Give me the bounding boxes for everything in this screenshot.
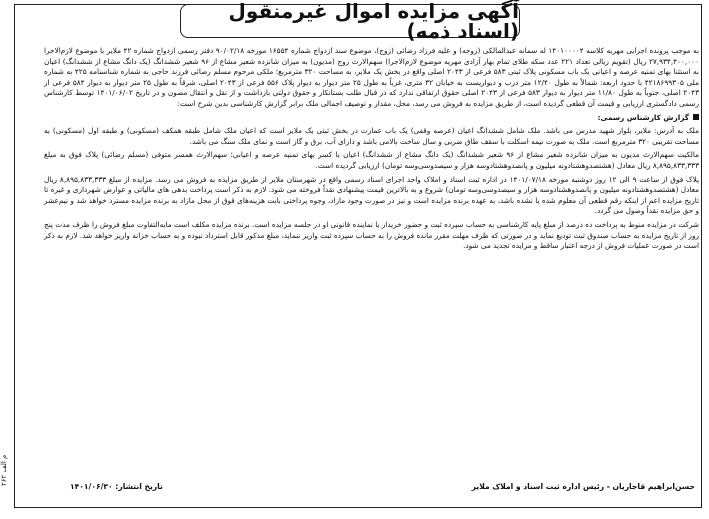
location-paragraph: ملک به آدرس: ملایر، بلوار شهید مدرس می باشد. ملک شامل ششدانگ اعیان (عرصه وقفی) یک باب عمارت در بخش ثبتی یک ملایر است که اعیان ملک شامل طبقه همکف (مسکونی) و طبقه اول (مسکونی) به مساحت تقریبی ۳۲۰ مترمربع است. ملک به صورت نیمه اسکلت با سقف طاق ضربی و سال ساخت بالامی باشد و دارای آب، برق و گاز است و نمای ملک سنگ می باشد.: [44, 126, 699, 146]
expert-report-heading: [44, 113, 699, 124]
notice-footer: [30, 482, 695, 491]
conditions-paragraph: شرکت در مزایده منوط به پرداخت ده درصد از مبلغ پایه کارشناسی به حساب سپرده ثبت و حضور خریدار یا نماینده قانونی او در جلسه مزایده است. برنده مزایده مکلف است مابه‌التفاوت مبلغ فروش را ظرف مدت پنج روز از تاریخ مزایده به حساب صندوق ثبت تودیع نماید و در صورتی که ظرف مهلت مقرر مانده فروش را به حساب سپرده ثبت واریز ننماید، مبلغ مذکور قابل استرداد نبوده و به حساب خزانه واریز خواهد شد. لازم به ذکر است در صورت عملیات فروش از درجه اعتبار ساقط و مزایده تجدید می شود.: [44, 219, 699, 251]
ownership-paragraph: مالکیت سهم‌الارث مدیون به میزان شانزده شعیر مشاع از ۹۶ شعیر ششدانگ (یک دانگ مشاع از ششدانگ) اعیان با کسر بهای تمنیه عرصه و اعیانی؛ سهم‌الارث همسر متوفی (مسلم رضائی) پلاک فوق به مبلغ ۸,۸۹۵,۸۳۳,۳۳۳ ریال معادل (هشتصد‌وهشتادونه میلیون و پانصد‌وهشتادوسه هزار و سیصدوسی‌وسه تومان) ارزیابی گردیده است.: [44, 150, 699, 170]
signatory: حسن‌ابراهیم قاجاریان - رئیس اداره ثبت اسناد و املاک ملایر: [471, 482, 695, 491]
notice-title: آگهی مزایده اموال غیرمنقول (اسناد ذمه): [180, 4, 520, 38]
serial-number: م الف ۲۶۲: [0, 454, 8, 486]
bullet-icon: [693, 114, 699, 120]
expert-report-heading-text: گزارش کارشناس رسمی:: [597, 112, 689, 122]
auction-paragraph: پلاک فوق از ساعت ۹ الی ۱۲ روز دوشنبه مورخه ۱۴۰۱/۰۷/۱۸ در اداره ثبت اسناد و املاک واحد اجرای اسناد رسمی واقع در شهرستان ملایر از طریق مزایده به فروش می رسد. مزایده از مبلغ ۸,۸۹۵,۸۳۳,۳۳۳ ریال معادل (هشتصد‌وهشتادونه میلیون و پانصد‌وهشتادوسه هزار و سیصدوسی‌وسه تومان) شروع و به بالاترین قیمت پیشنهادی نقداً فروخته می شود. لازم به ذکر است پرداخت بدهی های مالیاتی و عوارض شهرداری و غیره تا تاریخ مزایده اعم از اینکه رقم قطعی آن معلوم شده یا نشده باشد، به عهده برنده مزایده است و نیز در صورت وجود مازاد، وجوه پرداختی بابت هزینه‌های قوق از محل مازاد به برنده مزایده مسترد خواهد شد و نیم‌عشر و حق مزایده نقداً وصول می گردد.: [44, 174, 699, 216]
notice-body: [44, 46, 699, 255]
publish-date: تاریخ انتشار: ۱۴۰۱/۰۶/۳۰: [70, 482, 163, 491]
intro-paragraph: به موجب پرونده اجرایی مهریه کلاسه ۱۴۰۱۰۰۰۰۴ له سمانه عبدالمالکی (زوجه) و علیه فرزاد رضائی (زوج)، موضوع سند ازدواج شماره ۱۶۵۵۴ مورخه ۹۰/۰۲/۱۸ دفتر رسمی ازدواج شماره ۴۲ ملایر با موضوع لازم‌الاجرا ۲۷,۹۳۴,۴۰۰,۰۰۰ ریال (تقویم ریالی تعداد ۲۲۱ عدد سکه طلای تمام بهار آزادی مهریه موضوع لازم‌الاجرا) سهم‌الارث زوج (مدیون) به میزان شانزده شعیر مشاع از ۹۶ شعیر ششدانگ (یک دانگ مشاع از ششدانگ) اعیان به استثنا بهای تمنیه عرصه و اعیانی یک باب مسکونی پلاک ثبتی ۵۸۳ فرعی از ۲۰۴۳ اصلی واقع در بخش یک ملایر، به مساحت ۳۲۰ مترمربع؛ ملکی مرحوم مسلم رضائی فرزند حاجی به شماره شناسنامه ۴۲۵ به شماره ملی ۴۲۱۸۶۹۹۳۰۵ با حدود اربعه: شمالاً به طول ۱۲/۴۰ متر درب و دیواریست به خیابان ۳۲ متری، غرباً به طول ۲۵ متر دیوار به دیوار پلاک ۵۵۶ فرعی از ۲۰۴۳ اصلی، شرقاً به طول ۲۵ متر دیوار به دیوار ۵۸۴ فرعی از ۲۰۴۳ اصلی، جنوباً به طول ۱۱/۸۰ متر دیوار به دیوار ۵۸۳ فرعی از ۲۰۴۳ اصلی حقوق ارتفاقی ندارد که در قبال طلب بستانکار و حقوق دولتی بازداشت و از نقل و انتقال مصون و در تاریخ ۱۴۰۱/۰۶/۰۲ توسط کارشناس رسمی دادگستری ارزیابی و قیمت آن قطعی گردیده است، از طریق مزایده به فروش می رسد، محل، مقدار و توصیف اجمالی ملک برابر گزارش کارشناسی بدین شرح است:: [44, 46, 700, 108]
